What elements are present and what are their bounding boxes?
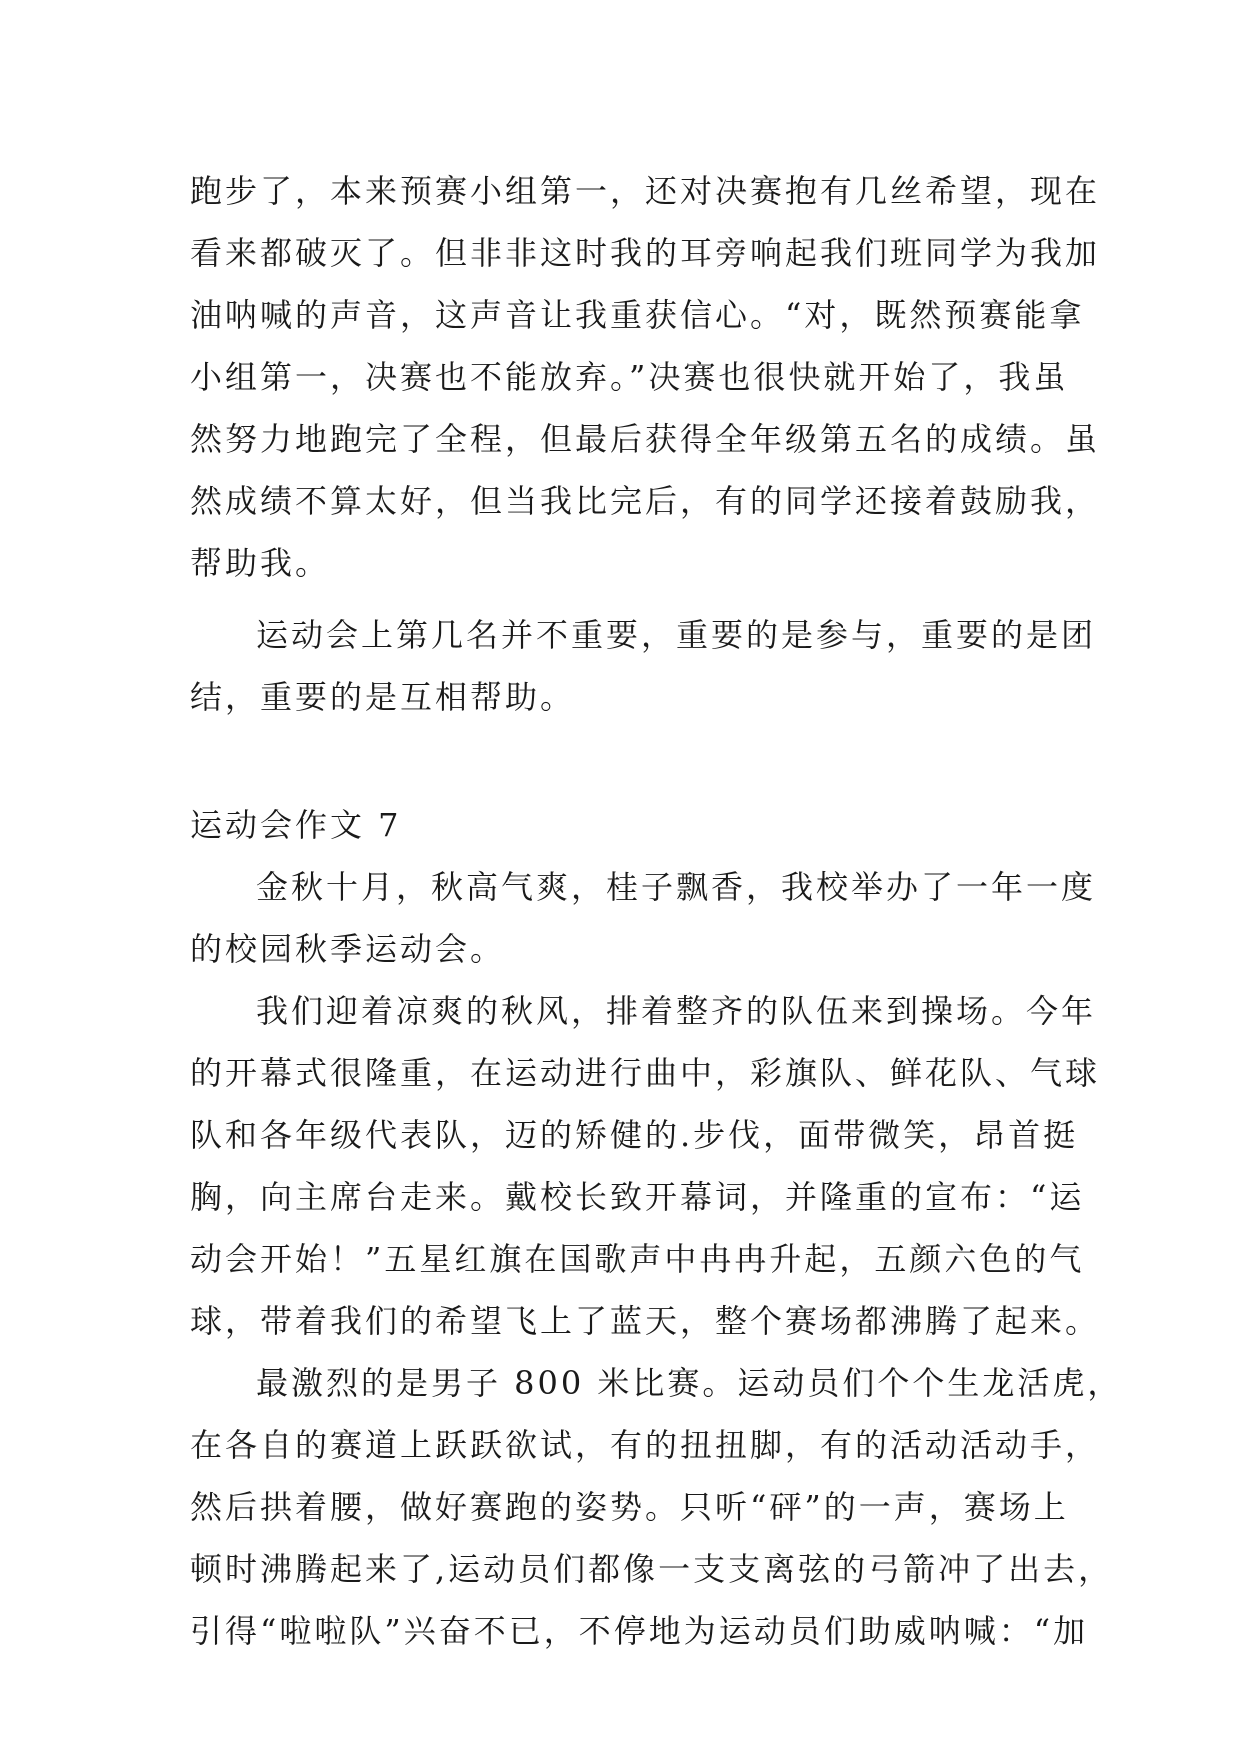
paragraph-2-line-1: 运动会上第几名并不重要，重要的是参与，重要的是团 — [256, 616, 1097, 654]
paragraph-2 — [190, 604, 1097, 728]
paragraph-2-line-2: 结，重要的是互相帮助。 — [190, 678, 576, 716]
paragraph-4-line-6: 球，带着我们的希望飞上了蓝天，整个赛场都沸腾了起来。 — [190, 1302, 1101, 1340]
section-title: 运动会作文 7 — [190, 806, 402, 844]
document-page — [190, 160, 1123, 1662]
paragraph-5-line-4: 顿时沸腾起来了,运动员们都像一支支离弦的弓箭冲了出去， — [190, 1550, 1114, 1588]
paragraph-1 — [190, 160, 1101, 594]
paragraph-1-line-3: 油呐喊的声音，这声音让我重获信心。“对，既然预赛能拿 — [190, 296, 1085, 334]
paragraph-1-line-1: 跑步了，本来预赛小组第一，还对决赛抱有几丝希望，现在 — [190, 172, 1101, 210]
paragraph-4-line-2: 的开幕式很隆重，在运动进行曲中，彩旗队、鲜花队、气球 — [190, 1054, 1101, 1092]
paragraph-4-line-1: 我们迎着凉爽的秋风，排着整齐的队伍来到操场。今年 — [256, 992, 1097, 1030]
paragraph-4-line-4: 胸，向主席台走来。戴校长致开幕词，并隆重的宣布：“运 — [190, 1178, 1085, 1216]
paragraph-5-line-5: 引得“啦啦队”兴奋不已，不停地为运动员们助威呐喊：“加 — [190, 1612, 1089, 1650]
paragraph-3-line-2: 的校园秋季运动会。 — [190, 930, 506, 968]
section-heading — [190, 794, 1070, 856]
paragraph-1-line-5: 然努力地跑完了全程，但最后获得全年级第五名的成绩。虽 — [190, 420, 1101, 458]
paragraph-3-line-1: 金秋十月，秋高气爽，桂子飘香，我校举办了一年一度 — [256, 868, 1097, 906]
paragraph-5-line-1: 最激烈的是男子 800 米比赛。运动员们个个生龙活虎， — [256, 1364, 1123, 1402]
paragraph-5 — [190, 1352, 1123, 1662]
paragraph-4-line-3: 队和各年级代表队，迈的矫健的.步伐，面带微笑，昂首挺 — [190, 1116, 1079, 1154]
paragraph-1-line-4: 小组第一，决赛也不能放弃。”决赛也很快就开始了，我虽 — [190, 358, 1069, 396]
paragraph-1-line-6: 然成绩不算太好，但当我比完后，有的同学还接着鼓励我， — [190, 482, 1101, 520]
paragraph-4 — [190, 980, 1101, 1352]
paragraph-4-line-5: 动会开始！”五星红旗在国歌声中冉冉升起，五颜六色的气 — [190, 1240, 1085, 1278]
paragraph-5-line-2: 在各自的赛道上跃跃欲试，有的扭扭脚，有的活动活动手， — [190, 1426, 1101, 1464]
paragraph-5-line-3: 然后拱着腰，做好赛跑的姿势。只听“砰”的一声，赛场上 — [190, 1488, 1069, 1526]
paragraph-1-line-7: 帮助我。 — [190, 544, 331, 582]
paragraph-1-line-2: 看来都破灭了。但非非这时我的耳旁响起我们班同学为我加 — [190, 234, 1101, 272]
paragraph-3 — [190, 856, 1097, 980]
